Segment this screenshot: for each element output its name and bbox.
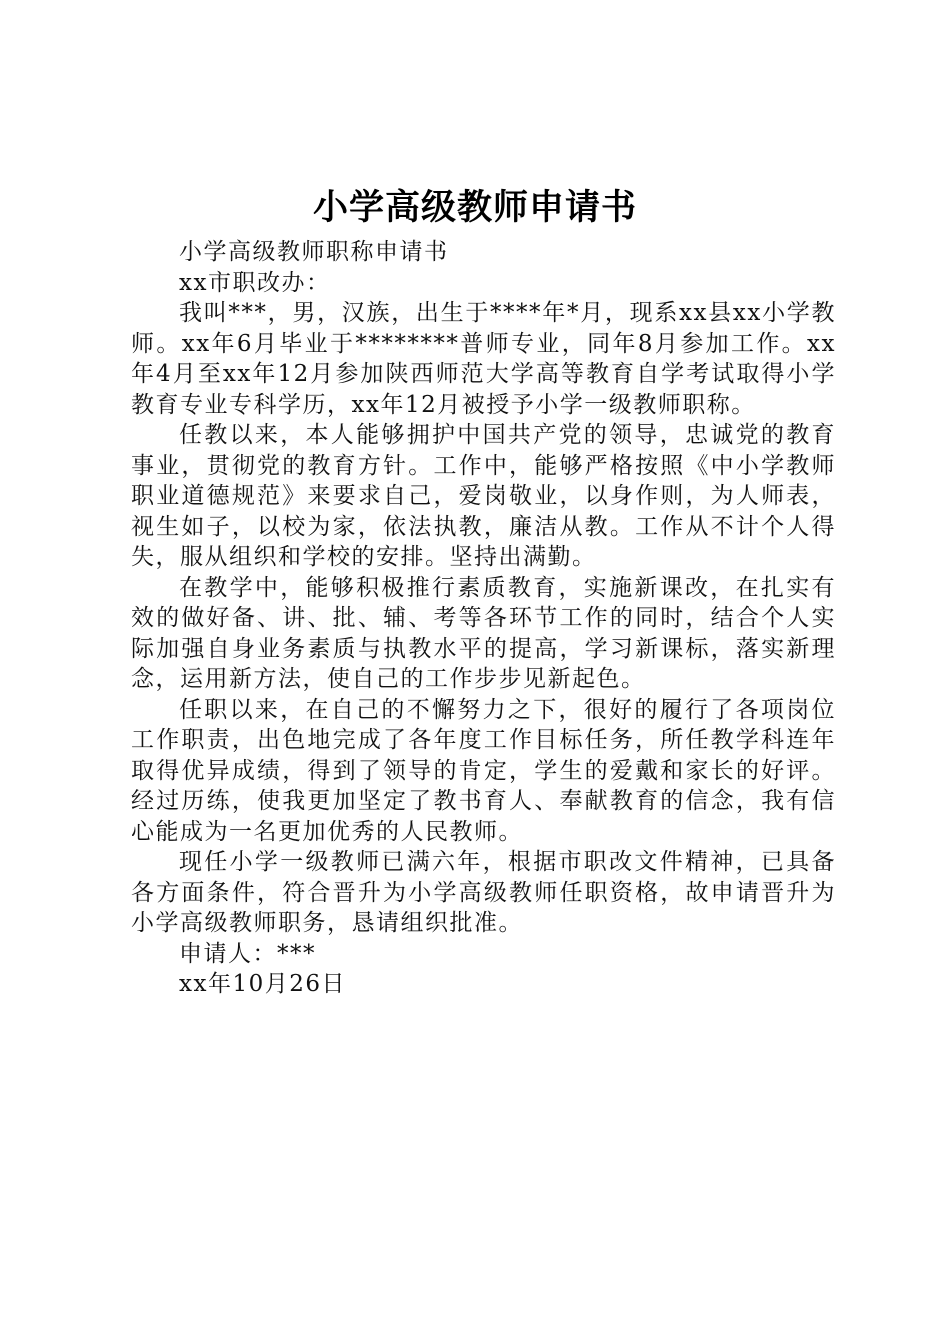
document-subtitle: 小学高级教师职称申请书 (179, 239, 449, 265)
body-paragraph-4: 任职以来，在自己的不懈努力之下，很好的履行了各项岗位工作职责，出色地完成了各年度工作目标任务，所任教学科连年取得优异成绩，得到了领导的肯定，学生的爱戴和家长的好评。经过历练，使我更加坚定了教书育人、奉献教育的信念，我有信心能成为一名更加优秀的人民教师。 (131, 696, 836, 845)
body-paragraph-5: 现任小学一级教师已满六年，根据市职改文件精神，已具备各方面条件，符合晋升为小学高级教师任职资格，故申请晋升为小学高级教师职务，恳请组织批准。 (131, 849, 836, 936)
document-title: 小学高级教师申请书 (312, 187, 637, 228)
document-body (131, 237, 836, 1000)
recipient-line: xx市职改办： (179, 269, 331, 296)
application-date: xx年10月26日 (179, 971, 346, 997)
body-paragraph-2: 任教以来，本人能够拥护中国共产党的领导，忠诚党的教育事业，贯彻党的教育方针。工作中，能够严格按照《中小学教师职业道德规范》来要求自己，爱岗敬业，以身作则，为人师表，视生如子，以校为家，依法执教，廉洁从教。工作从不计个人得失，服从组织和学校的安排。坚持出满勤。 (131, 422, 836, 570)
body-paragraph-3: 在教学中，能够积极推行素质教育，实施新课改，在扎实有效的做好备、讲、批、辅、考等各环节工作的同时，结合个人实际加强自身业务素质与执教水平的提高，学习新课标，落实新理念，运用新方法，使自己的工作步步见新起色。 (131, 574, 836, 692)
applicant-signature: 申请人：*** (179, 940, 316, 967)
body-paragraph-1: 我叫***，男，汉族，出生于****年*月，现系xx县xx小学教师。xx年6月毕业于********普师专业，同年8月参加工作。xx年4月至xx年12月参加陕西师范大学高等教育自学考试取得小学教育专业专科学历，xx年12月被授予小学一级教师职称。 (131, 300, 836, 418)
